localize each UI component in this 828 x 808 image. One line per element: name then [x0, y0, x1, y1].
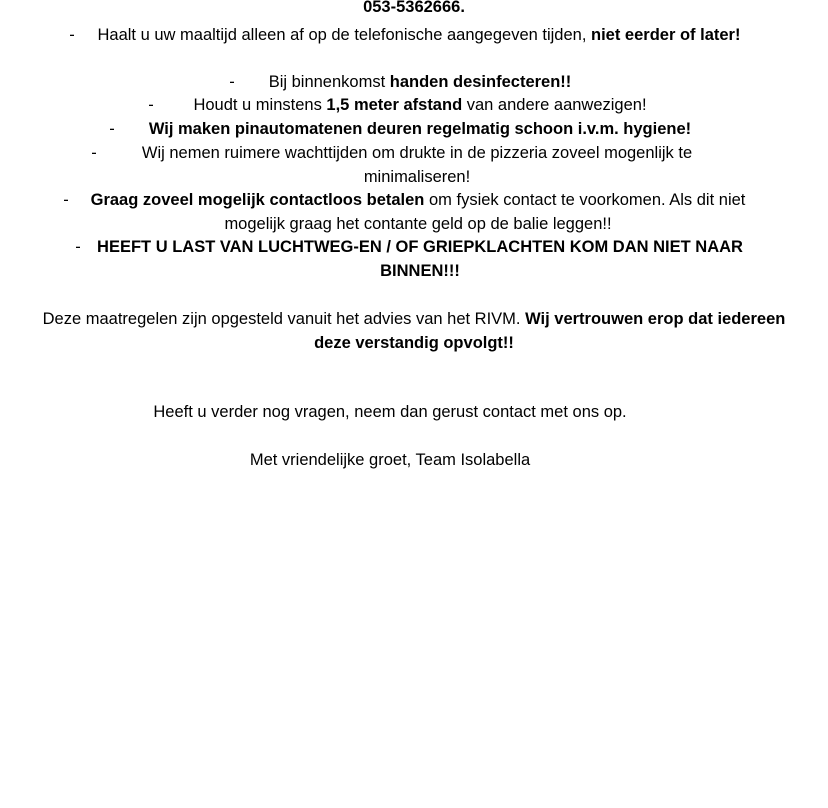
questions-line: Heeft u verder nog vragen, neem dan gerust contact met ons op.	[153, 403, 627, 421]
bullet-text-normal: Houdt u minstens	[193, 96, 327, 114]
closing-line: Met vriendelijke groet, Team Isolabella	[249, 451, 531, 469]
bullet-text-bold: Wij maken pinautomatenen deuren regelmatig schoon i.v.m. hygiene!	[148, 120, 692, 138]
bullet-text	[240, 71, 600, 95]
bullet-text	[96, 236, 744, 283]
bullet-dash: -	[91, 144, 97, 162]
bullet-dash: -	[229, 73, 235, 91]
bullet-text-normal: van andere aanwezigen!	[462, 96, 647, 114]
bullet-text-bold: HEEFT U LAST VAN LUCHTWEG-EN / OF GRIEPKLACHTEN KOM DAN NIET NAAR BINNEN!!!	[97, 238, 743, 280]
bullet-dash: -	[63, 191, 69, 209]
bullet-text	[118, 118, 722, 142]
bullet-dash: -	[75, 238, 81, 256]
bullet-text-bold: 1,5 meter afstand	[326, 96, 463, 114]
bullet-text	[104, 142, 730, 189]
bullet-text-normal: Haalt u uw maaltijd alleen af op de telefonische aangegeven tijden,	[97, 26, 592, 44]
rivm-text-normal: Deze maatregelen zijn opgesteld vanuit het advies van het RIVM.	[42, 310, 526, 328]
bullet-dash: -	[148, 96, 154, 114]
bullet-text-bold: Graag zoveel mogelijk contactloos betalen	[90, 191, 425, 209]
bullet-text-normal: om fysiek contact te voorkomen. Als dit niet mogelijk graag het contante geld op de balie leggen!!	[224, 191, 746, 233]
bullet-dash: -	[69, 26, 75, 44]
rivm-text-bold: Wij vertrouwen erop dat iedereen deze verstandig opvolgt!!	[314, 310, 786, 352]
bullet-text-bold: handen desinfecteren!!	[389, 73, 572, 91]
rivm-paragraph	[30, 308, 798, 355]
bullet-text	[92, 24, 746, 48]
bullet-text-normal: Bij binnenkomst	[268, 73, 390, 91]
phone-number: 053-5362666.	[363, 0, 465, 16]
bullet-text-bold: niet eerder of later!	[591, 26, 741, 44]
bullet-text	[86, 189, 750, 236]
bullet-text	[158, 94, 682, 118]
bullet-dash: -	[109, 120, 115, 138]
bullet-text-normal: Wij nemen ruimere wachttijden om drukte in de pizzeria zoveel mogenlijk te minimaliseren!	[141, 144, 693, 186]
